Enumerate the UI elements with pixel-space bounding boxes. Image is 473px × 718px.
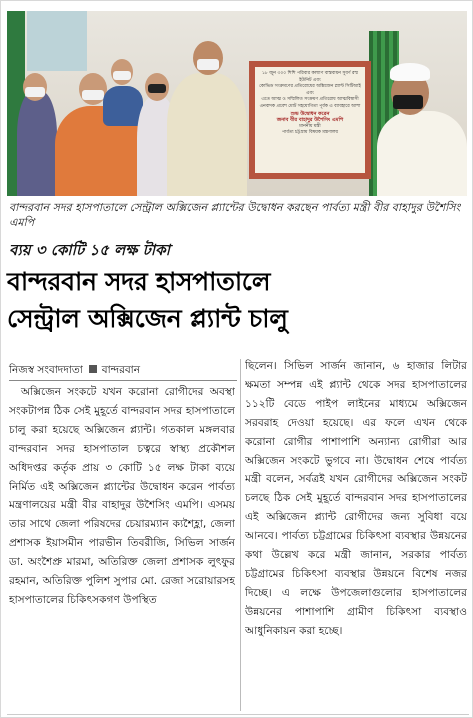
square-icon xyxy=(89,365,97,373)
person-shape xyxy=(377,111,467,196)
inauguration-plaque xyxy=(249,61,371,179)
plaque-line: মাননীয় মন্ত্রী xyxy=(299,123,321,129)
bottom-rule xyxy=(7,714,469,715)
headline-line-1: বান্দরবান সদর হাসপাতালে xyxy=(7,267,271,296)
headline-line-2: সেন্ট্রাল অক্সিজেন প্ল্যান্ট চালু xyxy=(7,304,288,333)
photo-caption: বান্দরবান সদর হাসপাতালে সেন্ট্রাল অক্সিজেন প্ল্যান্টের উদ্বোধন করছেন পার্বত্য মন্ত্রী বীর বাহাদুর উশৈসিং এমপি xyxy=(9,201,461,229)
person-shape xyxy=(17,91,57,196)
face-mask xyxy=(393,95,423,109)
byline-rule xyxy=(9,380,237,381)
plaque-line: এনবাদক প্রবেশ মোট সহযোগিতা পূর্বক এ ব্যাবহারে আশা xyxy=(259,103,361,109)
prayer-cap xyxy=(390,63,430,81)
column-divider xyxy=(240,359,241,711)
plaque-line: কোভিড সংক্রমণের প্রতিরোধের অক্সিজেন প্ল্যান্ট সিটিআই এবং xyxy=(259,84,361,96)
byline xyxy=(9,362,237,378)
inauguration-photo xyxy=(7,11,467,196)
face-mask xyxy=(148,84,166,93)
face-mask xyxy=(25,87,45,97)
person-shape xyxy=(167,73,247,196)
dateline-location: বান্দরবান xyxy=(101,364,140,376)
article-column-left: অক্সিজেন সংকটে যখন করোনা রোগীদের অবস্থা সংকটাপন্ন ঠিক সেই মুহূর্তে বান্দরবান সদর হাসপাতালে চালু করা হয়েছে অক্সিজেন প্ল্যান্ট। গতকাল মঙ্গলবার বান্দরবান সদর হাসপাতাল চত্বরে স্বাস্থ্য প্রকৌশল অধিদপ্তর কর্তৃক প্রায় ৩ কোটি ১৫ লক্ষ টাকা ব্যয়ে নির্মিত এই অক্সিজেন প্ল্যান্টের উদ্বোধন করেন পার্বত্য মন্ত্রণালয়ের মন্ত্রী বীর বাহাদুর উশৈসিং এমপি। এসময় তার সাথে জেলা পরিষদের চেয়ারম্যান ক্যশৈহ্লা, জেলা প্রশাসক ইয়াসমীন পারভীন তিবরীজি, সিভিল সার্জন ডা. অংশৈপ্রু মারমা, অতিরিক্ত জেলা প্রশাসক লুৎফুর রহমান, অতিরিক্ত পুলিশ সুপার মো. রেজা সরোয়ারসহ হাসপাতালের চিকিৎসকগণ উপস্থিত xyxy=(9,386,235,606)
plaque-line: শুভ উদ্বোধন করেন xyxy=(290,110,330,117)
headline xyxy=(7,263,469,337)
plaque-line: জনাব বীর বাহাদুর উশৈসিং এমপি xyxy=(276,117,344,124)
plaque-line: এতে আত্ম ও সম্মিলিত সংক্রমণ প্রতিরোধ আত্মবিশ্বাসী xyxy=(261,97,359,103)
face-mask xyxy=(113,71,131,80)
plaque-line: পার্বত্য চট্টগ্রাম বিষয়ক মন্ত্রণালয় xyxy=(281,130,338,136)
plaque-text xyxy=(255,67,365,173)
article-column-right: ছিলেন। সিভিল সার্জন জানান, ৬ হাজার লিটার ক্ষমতা সম্পন্ন এই প্ল্যান্ট থেকে সদর হাসপাতালের ১১২টি বেডে পাইপ লাইনের মাধ্যমে অক্সিজেন সরবরাহ দেওয়া হয়েছে। এর ফলে এখন থেকে করোনা রোগীর পাশাপাশি অন্যান্য রোগীরা আর অক্সিজেন সংকটে ভুগবে না। উদ্বোধন শেষে পার্বত্য মন্ত্রী বলেন, সর্বত্রই যখন রোগীদের অক্সিজেন সংকট চলছে ঠিক সেই মুহূর্তে বান্দরবান সদর হাসপাতালের এই অক্সিজেন প্ল্যান্ট রোগীদের জন্য সুবিধা বয়ে আনবে। পার্বত্য চট্টগ্রামের চিকিৎসা ব্যবস্থার উন্নয়নের কথা উল্লেখ করে মন্ত্রী জানান, সরকার পার্বত্য চট্টগ্রামের চিকিৎসা ব্যবস্থার উন্নয়নে বিশেষ নজর দিচ্ছে। এ লক্ষে উপজেলাগুলোর হাসপাতালের উন্নয়নের পাশাপাশি গ্রামীণ চিকিৎসা ব্যবস্থাও আধুনিকায়ন করা হচ্ছে। xyxy=(245,360,467,637)
face-mask xyxy=(82,90,104,100)
face-mask xyxy=(197,59,219,70)
window xyxy=(27,11,87,71)
reporter: নিজস্ব সংবাদদাতা xyxy=(9,364,83,376)
plaque-line: ১৮ জুন ৩০০ শিশি পরিবার কল্যাণ বাস্তবায়ন সুবর্ণ রশ্ম ইউনিট এবং xyxy=(262,71,358,83)
person-shape xyxy=(103,86,143,126)
kicker: ব্যয় ৩ কোটি ১৫ লক্ষ টাকা xyxy=(9,241,170,259)
